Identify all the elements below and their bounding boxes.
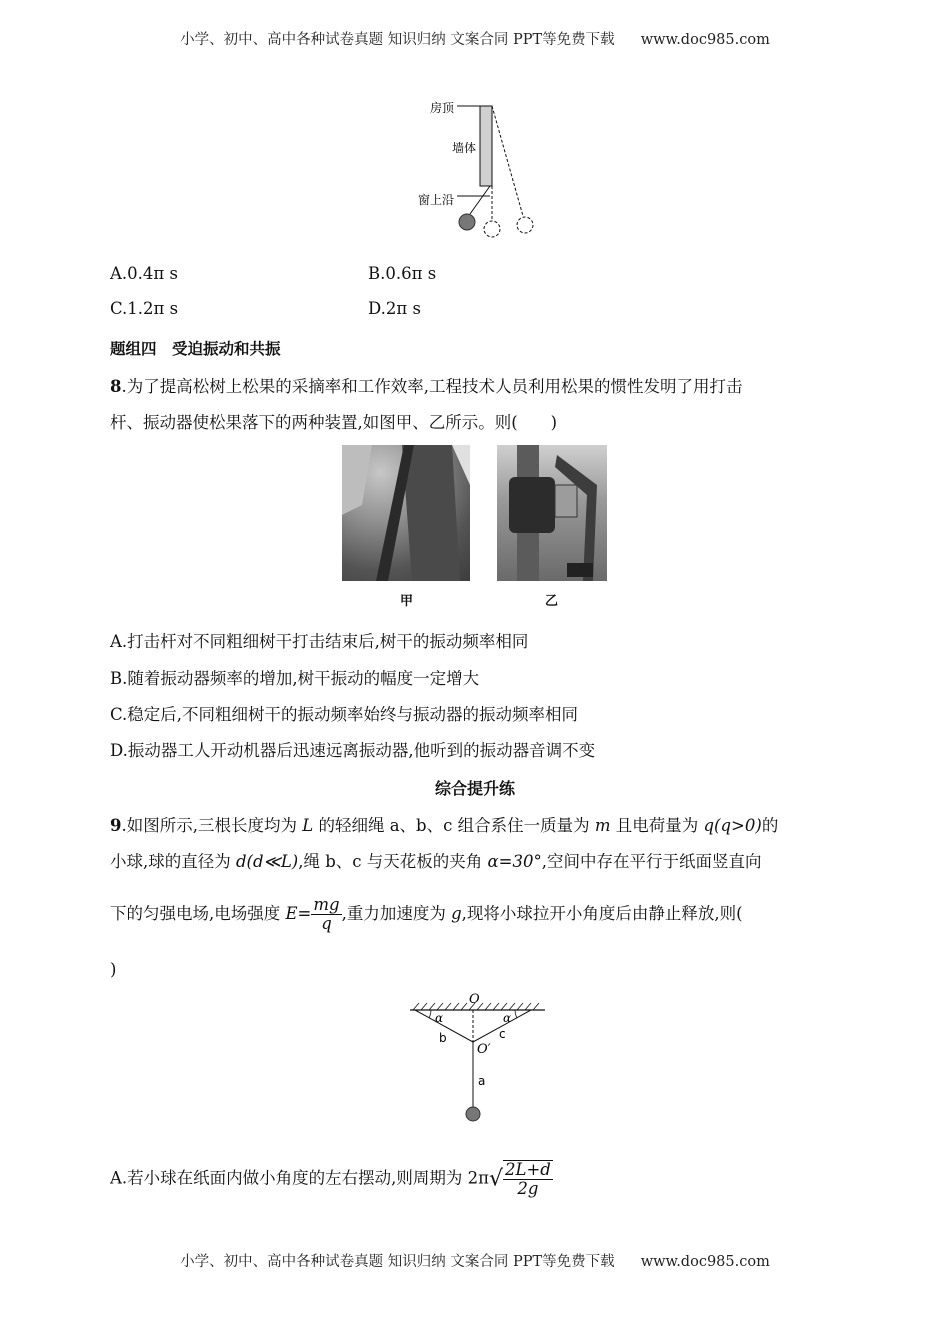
q8-option-c[interactable]: C.稳定后,不同粗细树干的振动频率始终与振动器的振动频率相同 <box>110 705 579 724</box>
label-wall: 墙体 <box>451 141 476 155</box>
q9-var-d: d(d≪L) <box>236 852 299 871</box>
q9-stem-line2 <box>110 848 762 872</box>
q9-text-1a: .如图所示,三根长度均为 <box>121 816 303 835</box>
q9-stem-line1 <box>110 812 778 836</box>
q9-text-2a: 小球,球的直径为 <box>110 852 236 871</box>
q8-number: 8 <box>110 377 122 396</box>
q7-option-d[interactable]: D.2π s <box>368 299 421 318</box>
q9-text-3c: ,现将小球拉开小角度后由静止释放,则( <box>461 904 743 924</box>
q9-var-E: E= <box>285 904 312 924</box>
q9-text-3b: ,重力加速度为 <box>341 904 452 924</box>
q7-option-c[interactable]: C.1.2π s <box>110 299 179 318</box>
q9-text-1b: 的轻细绳 a、b、c 组合系住一质量为 <box>313 816 595 835</box>
sqrt-sign: √ <box>489 1166 504 1192</box>
sqrt-denominator: 2g <box>517 1179 539 1199</box>
photo-jia <box>342 445 470 581</box>
footer-text: 小学、初中、高中各种试卷真题 知识归纳 文案合同 PPT等免费下载 <box>180 1254 615 1270</box>
q7-option-row-1 <box>110 264 437 283</box>
frac-numerator: mg <box>313 895 340 914</box>
q9-var-g: g <box>451 904 462 924</box>
q8-stem-line1 <box>110 373 742 397</box>
q7-option-row-2 <box>110 299 421 318</box>
photo-yi-art <box>497 445 607 581</box>
label-O: O <box>469 992 480 1007</box>
q7-option-a[interactable]: A.0.4π s <box>110 264 178 283</box>
page-footer <box>0 1250 950 1271</box>
header-text: 小学、初中、高中各种试卷真题 知识归纳 文案合同 PPT等免费下载 <box>180 32 615 48</box>
label-c: c <box>499 1027 506 1041</box>
pendulum-wall-figure <box>410 96 560 246</box>
q8-stem-line2: 杆、振动器使松果落下的两种装置,如图甲、乙所示。则( ) <box>110 413 558 432</box>
q9-field-fraction <box>311 896 341 933</box>
frac-denominator: q <box>321 914 332 934</box>
q9-option-a-text: A.若小球在纸面内做小角度的左右摆动,则周期为 2π <box>110 1168 489 1188</box>
q7-option-b[interactable]: B.0.6π s <box>368 264 437 283</box>
group4-heading: 题组四 受迫振动和共振 <box>110 340 281 358</box>
q9-var-m: m <box>594 816 611 835</box>
label-roof: 房顶 <box>429 101 454 115</box>
footer-site[interactable]: www.doc985.com <box>640 1254 770 1270</box>
header-site[interactable]: www.doc985.com <box>640 32 770 48</box>
q8-option-a[interactable]: A.打击杆对不同粗细树干打击结束后,树干的振动频率相同 <box>110 632 529 651</box>
q8-text-1: .为了提高松树上松果的采摘率和工作效率,工程技术人员利用松果的惯性发明了用打击 <box>121 377 743 396</box>
photo-jia-art <box>342 445 470 581</box>
q9-text-2b: ,绳 b、c 与天花板的夹角 <box>298 852 488 871</box>
label-alpha-right: α <box>503 1011 512 1025</box>
q9-text-3a: 下的匀强电场,电场强度 <box>110 904 286 924</box>
photo-yi <box>497 445 607 581</box>
section-title: 综合提升练 <box>434 779 515 798</box>
q9-text-1d: 的 <box>761 816 779 835</box>
q9-stem-line4: ) <box>110 960 117 979</box>
caption-yi: 乙 <box>545 594 559 609</box>
q9-text-1c: 且电荷量为 <box>610 816 704 835</box>
label-alpha-left: α <box>435 1011 444 1025</box>
label-O-prime: O′ <box>477 1042 491 1057</box>
q9-var-alpha: α=30° <box>487 852 542 871</box>
q9-number: 9 <box>110 816 122 835</box>
three-string-figure <box>405 990 555 1125</box>
label-b: b <box>439 1031 447 1045</box>
sqrt-numerator: 2L+d <box>505 1160 551 1179</box>
page-header <box>0 28 950 49</box>
q9-option-a-fraction <box>503 1160 553 1198</box>
q9-stem-line3 <box>110 896 743 933</box>
label-window: 窗上沿 <box>417 193 454 207</box>
q9-var-L: L <box>302 816 314 835</box>
q9-text-2c: ,空间中存在平行于纸面竖直向 <box>541 852 762 871</box>
label-a: a <box>478 1074 486 1088</box>
q8-option-b[interactable]: B.随着振动器频率的增加,树干振动的幅度一定增大 <box>110 669 480 688</box>
q9-option-a[interactable] <box>110 1160 553 1198</box>
caption-jia: 甲 <box>400 594 414 609</box>
q8-option-d[interactable]: D.振动器工人开动机器后迅速远离振动器,他听到的振动器音调不变 <box>110 741 596 760</box>
q9-var-q: q(q>0) <box>703 816 762 835</box>
